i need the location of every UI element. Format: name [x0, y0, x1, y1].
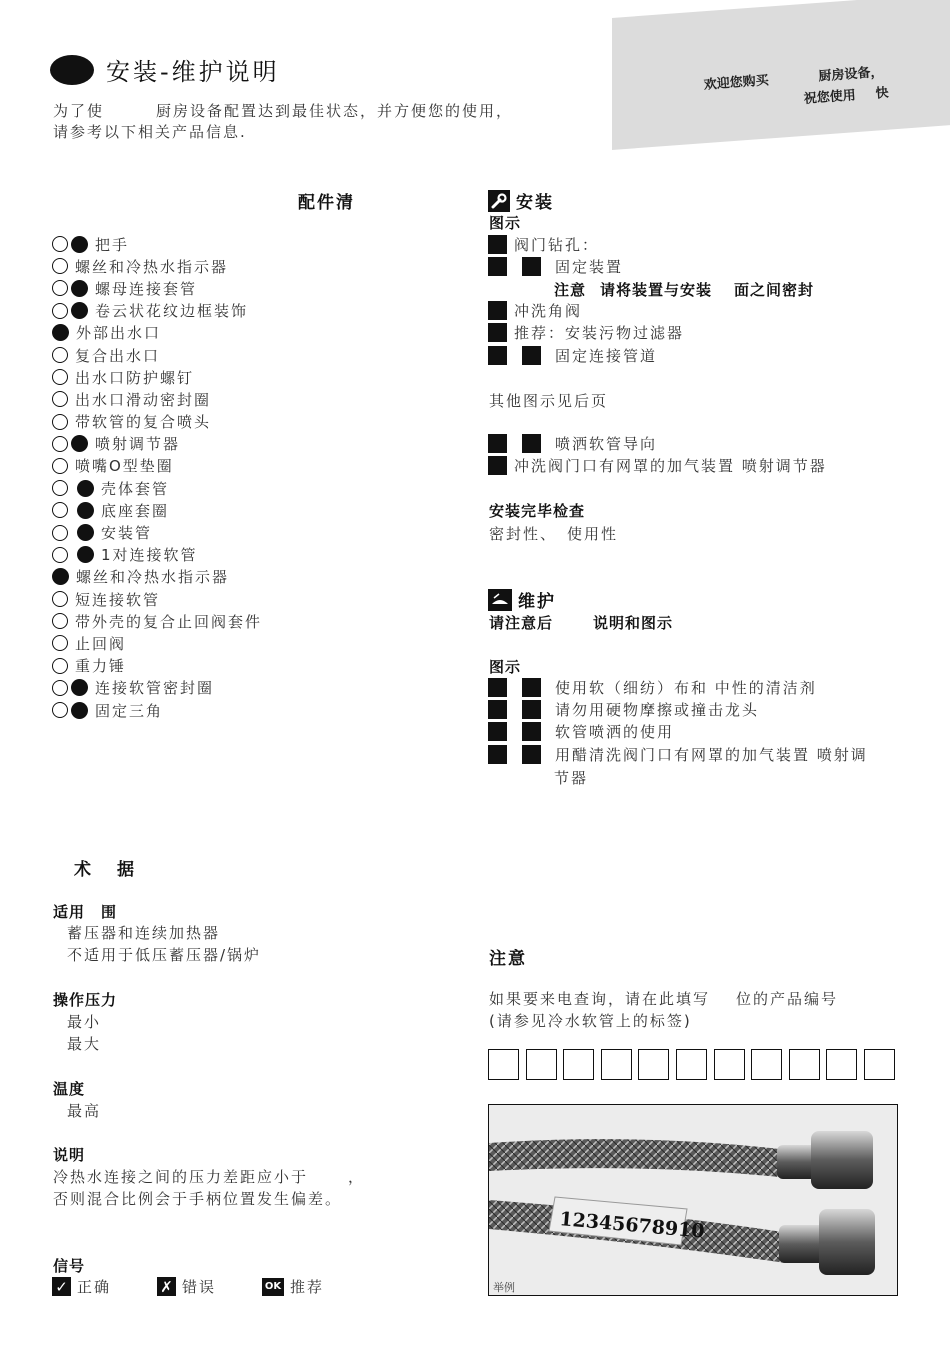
figure-ref-icon	[522, 257, 541, 276]
figure-ref-icon	[488, 257, 507, 276]
figure-step-text: 用醋清洗阀门口有网罩的加气装置 喷射调	[555, 746, 868, 764]
scope-heading: 适用 围	[53, 903, 118, 921]
install-heading: 安装	[516, 193, 554, 213]
parts-item-label: 固定三角	[95, 701, 164, 720]
open-circle-icon	[52, 236, 68, 252]
parts-item-label: 壳体套管	[101, 479, 170, 498]
open-circle-icon	[52, 347, 68, 363]
parts-item-label: 把手	[95, 235, 130, 254]
notice-line-1: 如果要来电查询，请在此填写 位的产品编号	[489, 990, 839, 1008]
banner-line-1: 欢迎您购买 厨房设备，	[703, 64, 884, 93]
cleaning-cloth-icon	[488, 589, 512, 611]
figure-ref-icon	[488, 434, 507, 453]
filled-circle-icon	[77, 524, 94, 541]
parts-list-item	[52, 277, 262, 299]
parts-list-item	[52, 588, 262, 610]
figure-ref-icon	[522, 700, 541, 719]
figure-step-text: 固定装置	[555, 258, 624, 276]
parts-item-label: 卷云状花纹边框装饰	[95, 302, 249, 321]
figure-ref-icon	[488, 722, 507, 741]
open-circle-icon	[52, 502, 68, 518]
parts-item-label: 1对连接软管	[101, 546, 198, 565]
figure-step-text: 软管喷洒的使用	[555, 723, 675, 741]
desc-line-1: 冷热水连接之间的压力差距应小于 ，	[53, 1168, 366, 1186]
parts-item-label: 带软管的复合喷头	[75, 413, 212, 432]
figure-step	[488, 322, 684, 343]
signal-wrong: ✗ 错误	[157, 1276, 216, 1297]
parts-list	[52, 233, 262, 721]
parts-list-item	[52, 300, 262, 322]
parts-list-item	[52, 544, 262, 566]
filled-circle-icon	[71, 702, 88, 719]
parts-item-label: 螺丝和冷热水指示器	[75, 257, 229, 276]
open-circle-icon	[52, 303, 68, 319]
filled-circle-icon	[77, 502, 94, 519]
parts-item-label: 出水口滑动密封圈	[75, 390, 212, 409]
parts-list-item	[52, 322, 262, 344]
figure-ref-icon	[488, 678, 507, 697]
parts-item-label: 喷射调节器	[95, 435, 181, 454]
parts-heading: 配件清	[298, 193, 355, 213]
parts-list-item	[52, 233, 262, 255]
notice-line-2: (请参见冷水软管上的标签)	[489, 1012, 692, 1030]
parts-list-item	[52, 411, 262, 433]
parts-item-label: 带外壳的复合止回阀套件	[75, 612, 263, 631]
install-check-text: 密封性、 使用性	[489, 525, 619, 543]
filled-circle-icon	[77, 546, 94, 563]
other-figures-note: 其他图示见后页	[489, 392, 609, 410]
parts-item-label: 螺母连接套管	[95, 279, 198, 298]
open-circle-icon	[52, 280, 68, 296]
parts-list-item	[52, 521, 262, 543]
figure-ref-icon	[488, 745, 507, 764]
figure-step	[488, 345, 657, 366]
open-circle-icon	[52, 613, 68, 629]
figure-step	[488, 455, 827, 476]
open-circle-icon	[52, 436, 68, 452]
serial-digit-box[interactable]	[864, 1049, 895, 1080]
parts-item-label: 短连接软管	[75, 590, 161, 609]
figure-step-text: 固定连接管道	[555, 347, 658, 365]
open-circle-icon	[52, 258, 68, 274]
serial-digit-box[interactable]	[789, 1049, 820, 1080]
temp-heading: 温度	[53, 1080, 86, 1098]
open-circle-icon	[52, 658, 68, 674]
figure-step-text: 阀门钻孔：	[514, 236, 600, 254]
notice-heading: 注意	[489, 949, 527, 969]
intro-line-2: 请参考以下相关产品信息.	[53, 123, 247, 141]
parts-list-item	[52, 677, 262, 699]
banner-line-2: 祝您使用 快	[803, 85, 890, 107]
cross-icon: ✗	[157, 1277, 176, 1296]
open-circle-icon	[52, 480, 68, 496]
figure-ref-icon	[522, 745, 541, 764]
parts-item-label: 底座套圈	[101, 501, 170, 520]
parts-item-label: 止回阀	[75, 634, 127, 653]
serial-digit-box[interactable]	[714, 1049, 745, 1080]
scope-item-2: 不适用于低压蓄压器/锅炉	[67, 946, 262, 964]
parts-item-label: 外部出水口	[76, 324, 162, 343]
figure-step	[488, 721, 674, 742]
maintenance-subheading: 请注意后 说明和图示	[489, 614, 674, 632]
parts-item-label: 安装管	[101, 524, 153, 543]
parts-list-item	[52, 499, 262, 521]
parts-list-item	[52, 610, 262, 632]
parts-list-item	[52, 699, 262, 721]
open-circle-icon	[52, 702, 68, 718]
install-heading-row	[488, 188, 554, 213]
figure-ref-icon	[522, 678, 541, 697]
parts-item-label: 连接软管密封圈	[95, 679, 215, 698]
signals-heading: 信号	[53, 1257, 86, 1275]
figure-ref-icon	[488, 235, 507, 254]
filled-circle-icon	[71, 679, 88, 696]
figure-step-text: 请勿用硬物摩擦或撞击龙头	[555, 701, 760, 719]
maintenance-last-step-cont: 节器	[554, 769, 589, 787]
figure-ref-icon	[488, 346, 507, 365]
open-circle-icon	[52, 547, 68, 563]
figure-ref-icon	[522, 722, 541, 741]
figure-ref-icon	[488, 323, 507, 342]
pressure-min: 最小	[67, 1013, 102, 1031]
parts-item-label: 出水口防护螺钉	[75, 368, 195, 387]
filled-circle-icon	[52, 324, 69, 341]
parts-list-item	[52, 366, 262, 388]
filled-circle-icon	[71, 302, 88, 319]
wrench-icon	[488, 190, 510, 212]
photo-label-number: 12345678910	[558, 1208, 706, 1243]
check-icon: ✓	[52, 1277, 71, 1296]
parts-list-item	[52, 566, 262, 588]
temp-max: 最高	[67, 1102, 102, 1120]
figure-step	[488, 256, 623, 277]
parts-list-item	[52, 455, 262, 477]
hose-label-photo	[488, 1104, 898, 1296]
open-circle-icon	[52, 680, 68, 696]
install-figures-label: 图示	[489, 214, 522, 232]
open-circle-icon	[52, 591, 68, 607]
parts-item-label: 复合出水口	[75, 346, 161, 365]
intro-line-1: 为了使 厨房设备配置达到最佳状态，并方便您的使用，	[53, 102, 514, 120]
figure-ref-icon	[488, 700, 507, 719]
figure-step-text: 喷洒软管导向	[555, 435, 658, 453]
filled-circle-icon	[52, 568, 69, 585]
open-circle-icon	[52, 458, 68, 474]
filled-circle-icon	[71, 280, 88, 297]
maintenance-heading: 维护	[518, 592, 556, 612]
figure-ref-icon	[488, 301, 507, 320]
open-circle-icon	[52, 525, 68, 541]
filled-circle-icon	[77, 480, 94, 497]
parts-list-item	[52, 477, 262, 499]
tech-heading: 术 据	[74, 860, 136, 880]
parts-list-item	[52, 433, 262, 455]
desc-line-2: 否则混合比例会于手柄位置发生偏差。	[53, 1190, 343, 1208]
serial-digit-box[interactable]	[563, 1049, 594, 1080]
figure-step	[488, 433, 657, 454]
parts-list-item	[52, 255, 262, 277]
scope-item-1: 蓄压器和连续加热器	[67, 924, 221, 942]
pressure-max: 最大	[67, 1035, 102, 1053]
parts-list-item	[52, 655, 262, 677]
figure-step	[488, 744, 868, 765]
install-check-heading: 安装完毕检查	[489, 502, 586, 520]
figure-step	[488, 234, 599, 255]
parts-list-item	[52, 388, 262, 410]
serial-digit-box[interactable]	[826, 1049, 857, 1080]
serial-digit-box[interactable]	[526, 1049, 557, 1080]
open-circle-icon	[52, 369, 68, 385]
serial-digit-box[interactable]	[601, 1049, 632, 1080]
parts-item-label: 喷嘴O型垫圈	[75, 457, 174, 476]
figure-step	[488, 677, 817, 698]
parts-list-item	[52, 344, 262, 366]
signal-correct: ✓ 正确	[52, 1276, 111, 1297]
install-note: 注意 请将装置与安装 面之间密封	[554, 281, 815, 299]
figure-ref-icon	[522, 346, 541, 365]
ok-icon: OK	[262, 1278, 284, 1296]
maintenance-heading-row	[488, 587, 556, 612]
open-circle-icon	[52, 414, 68, 430]
maintenance-figures-label: 图示	[489, 658, 522, 676]
page-title: 安装-维护说明	[106, 58, 280, 86]
filled-circle-icon	[71, 435, 88, 452]
figure-ref-icon	[488, 456, 507, 475]
figure-step-text: 冲洗阀门口有网罩的加气装置 喷射调节器	[514, 457, 827, 475]
serial-digit-box[interactable]	[488, 1049, 519, 1080]
title-bullet	[50, 55, 94, 85]
open-circle-icon	[52, 391, 68, 407]
figure-step	[488, 300, 582, 321]
hose-illustration	[489, 1105, 898, 1296]
filled-circle-icon	[71, 236, 88, 253]
pressure-heading: 操作压力	[53, 991, 118, 1009]
open-circle-icon	[52, 635, 68, 651]
desc-heading: 说明	[53, 1146, 86, 1164]
serial-digit-box[interactable]	[751, 1049, 782, 1080]
parts-list-item	[52, 632, 262, 654]
serial-digit-box[interactable]	[676, 1049, 707, 1080]
serial-digit-box[interactable]	[638, 1049, 669, 1080]
figure-step	[488, 699, 759, 720]
parts-item-label: 重力锤	[75, 657, 127, 676]
figure-ref-icon	[522, 434, 541, 453]
parts-item-label: 螺丝和冷热水指示器	[76, 568, 230, 587]
figure-step-text: 推荐：安装污物过滤器	[514, 324, 685, 342]
signal-recommended: OK 推荐	[262, 1276, 324, 1297]
figure-step-text: 冲洗角阀	[514, 302, 583, 320]
photo-caption: 举例	[493, 1281, 515, 1294]
figure-step-text: 使用软（细纺）布和 中性的清洁剂	[555, 679, 817, 697]
